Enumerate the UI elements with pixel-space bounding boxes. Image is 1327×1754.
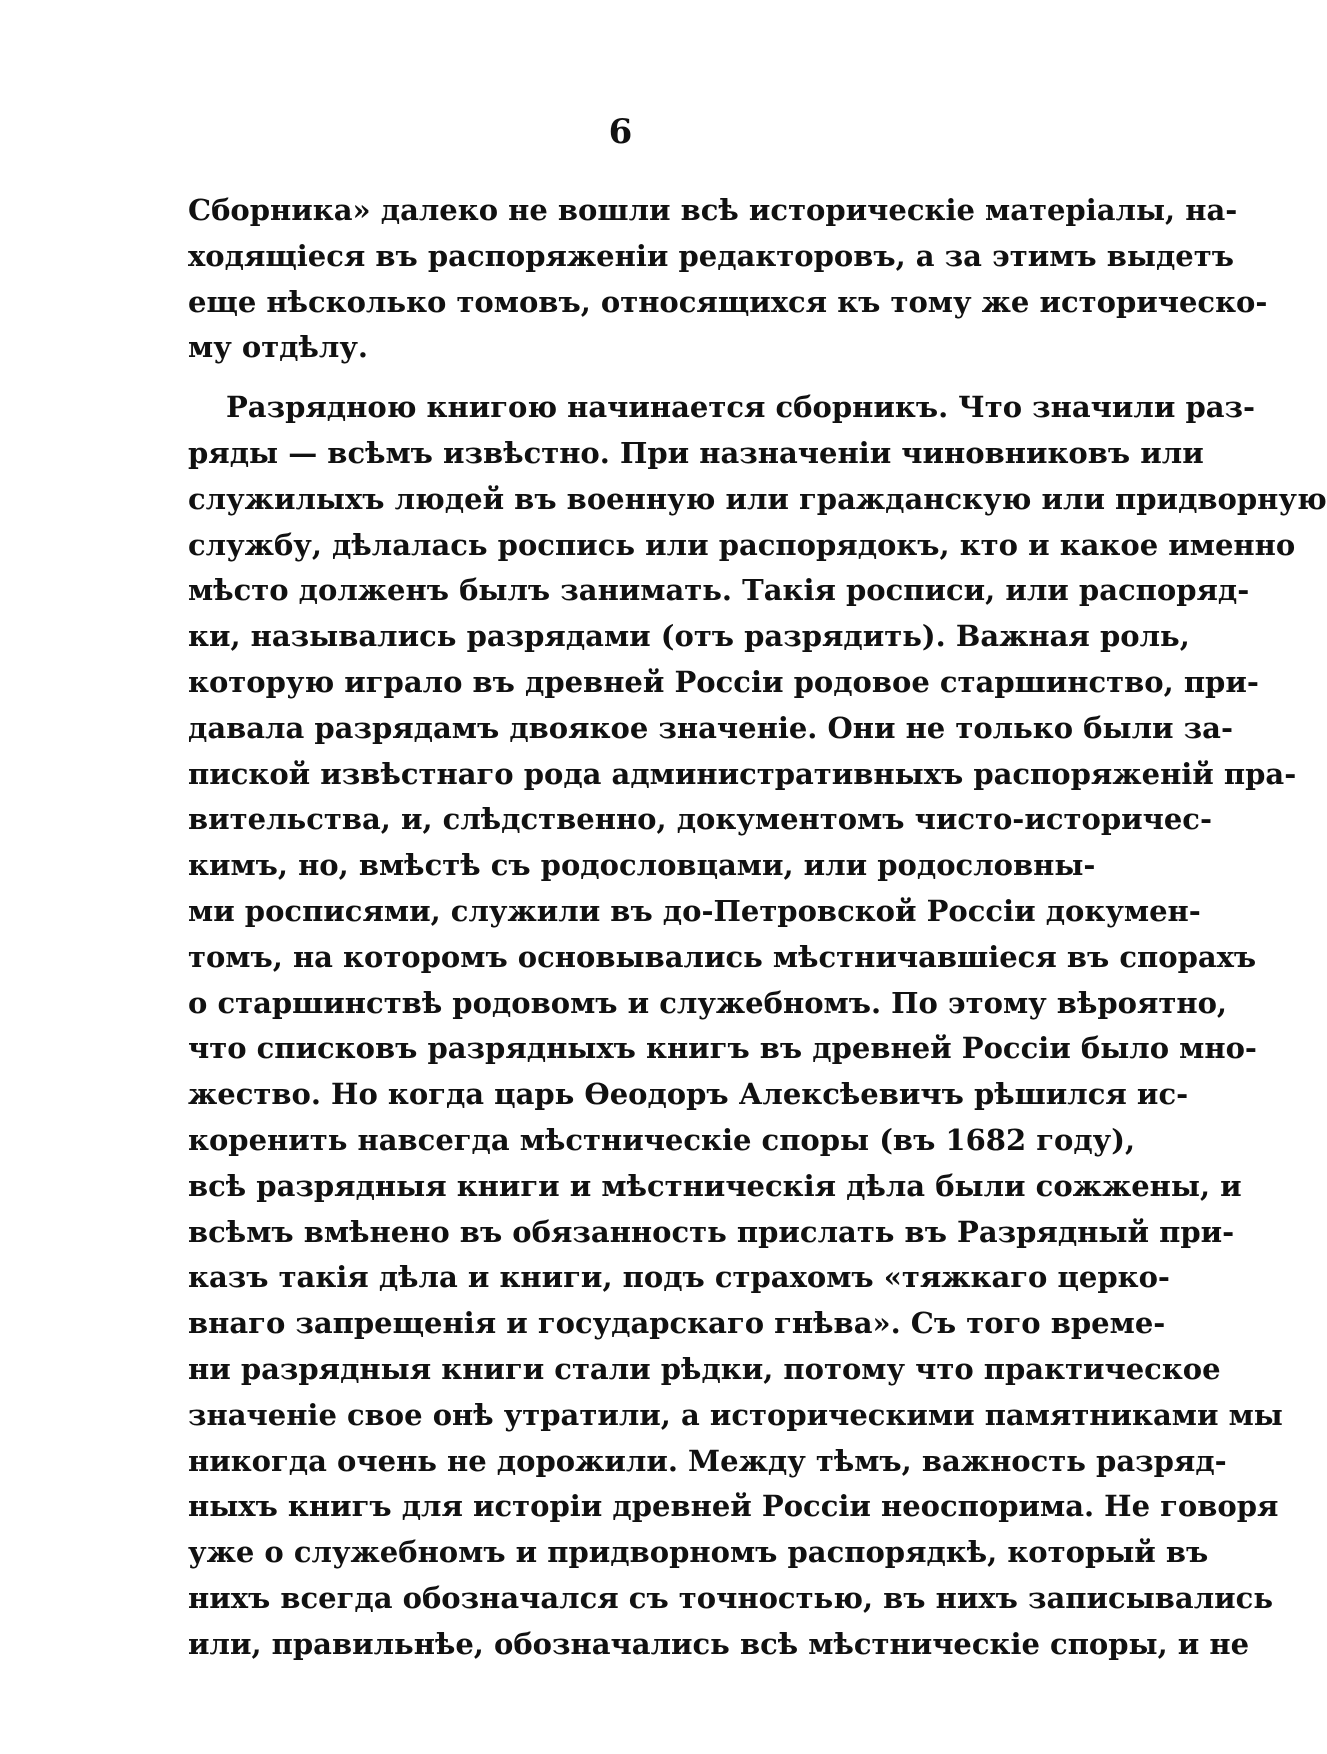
text-line: значеніе свое онѣ утратили, а историческими памятниками мы: [188, 1397, 1283, 1432]
text-line: Сборника» далеко не вошли всѣ историческіе матеріалы, на-: [188, 193, 1238, 227]
text-line: томъ, на которомъ основывались мѣстничавшіеся въ спорахъ: [188, 939, 1257, 974]
text-line: мѣсто долженъ былъ занимать. Такія росписи, или распоряд-: [188, 573, 1250, 608]
text-line: службу, дѣлалась роспись или распорядокъ, кто и какое именно: [188, 527, 1296, 562]
text-line: о старшинствѣ родовомъ и служебномъ. По этому вѣроятно,: [188, 985, 1228, 1020]
text-line: кимъ, но, вмѣстѣ съ родословцами, или родословны-: [188, 848, 1096, 883]
paragraph-1: [188, 188, 1268, 371]
body-text: [188, 188, 1327, 1668]
text-line: ни разрядныя книги стали рѣдки, потому что практическое: [188, 1351, 1221, 1386]
text-line: или, правильнѣе, обозначались всѣ мѣстническіе споры, и не: [188, 1626, 1250, 1661]
text-line: ми росписями, служили въ до-Петровской Россіи докумен-: [188, 893, 1201, 928]
text-line: нихъ всегда обозначался съ точностью, въ нихъ записывались: [188, 1580, 1274, 1615]
page-number: 6: [608, 112, 633, 152]
text-line: ки, назывались разрядами (отъ разрядить). Важная роль,: [188, 619, 1190, 654]
text-line: жество. Но когда царь Ѳеодоръ Алексѣевичъ рѣшился ис-: [188, 1077, 1189, 1112]
text-line: всѣмъ вмѣнено въ обязанность прислать въ Разрядный при-: [188, 1214, 1235, 1249]
text-line: ряды — всѣмъ извѣстно. При назначеніи чиновниковъ или: [188, 435, 1204, 470]
text-line: всѣ разрядныя книги и мѣстническія дѣла были сожжены, и: [188, 1168, 1242, 1203]
text-line: что списковъ разрядныхъ книгъ въ древней Россіи было мно-: [188, 1031, 1257, 1066]
text-line: Разрядною книгою начинается сборникъ. Что значили раз-: [226, 390, 1256, 425]
text-line: ныхъ книгъ для исторіи древней Россіи неоспорима. Не говоря: [188, 1489, 1279, 1524]
text-line: уже о служебномъ и придворномъ распорядкѣ, который въ: [188, 1535, 1209, 1570]
paragraph-spacer: [188, 371, 1068, 385]
text-line: коренить навсегда мѣстническіе споры (въ 1682 году),: [188, 1122, 1136, 1157]
text-line: которую играло въ древней Россіи родовое старшинство, при-: [188, 664, 1259, 699]
text-line: пиской извѣстнаго рода административныхъ распоряженій пра-: [188, 756, 1297, 791]
paragraph-2: [188, 385, 1327, 1667]
text-line: казъ такія дѣла и книги, подъ страхомъ «тяжкаго церко-: [188, 1260, 1170, 1295]
text-line: ходящіеся въ распоряженіи редакторовъ, а за этимъ выдетъ: [188, 238, 1234, 273]
text-line: еще нѣсколько томовъ, относящихся къ тому же историческо-: [188, 284, 1268, 319]
text-line: никогда очень не дорожили. Между тѣмъ, важность разряд-: [188, 1443, 1227, 1478]
text-line: му отдѣлу.: [188, 330, 368, 365]
text-line: давала разрядамъ двоякое значеніе. Они не только были за-: [188, 710, 1233, 745]
text-line: внаго запрещенія и государскаго гнѣва». Съ того време-: [188, 1306, 1166, 1341]
text-line: служилыхъ людей въ военную или гражданскую или придворную: [188, 481, 1327, 516]
text-line: вительства, и, слѣдственно, документомъ чисто-историчес-: [188, 802, 1212, 837]
